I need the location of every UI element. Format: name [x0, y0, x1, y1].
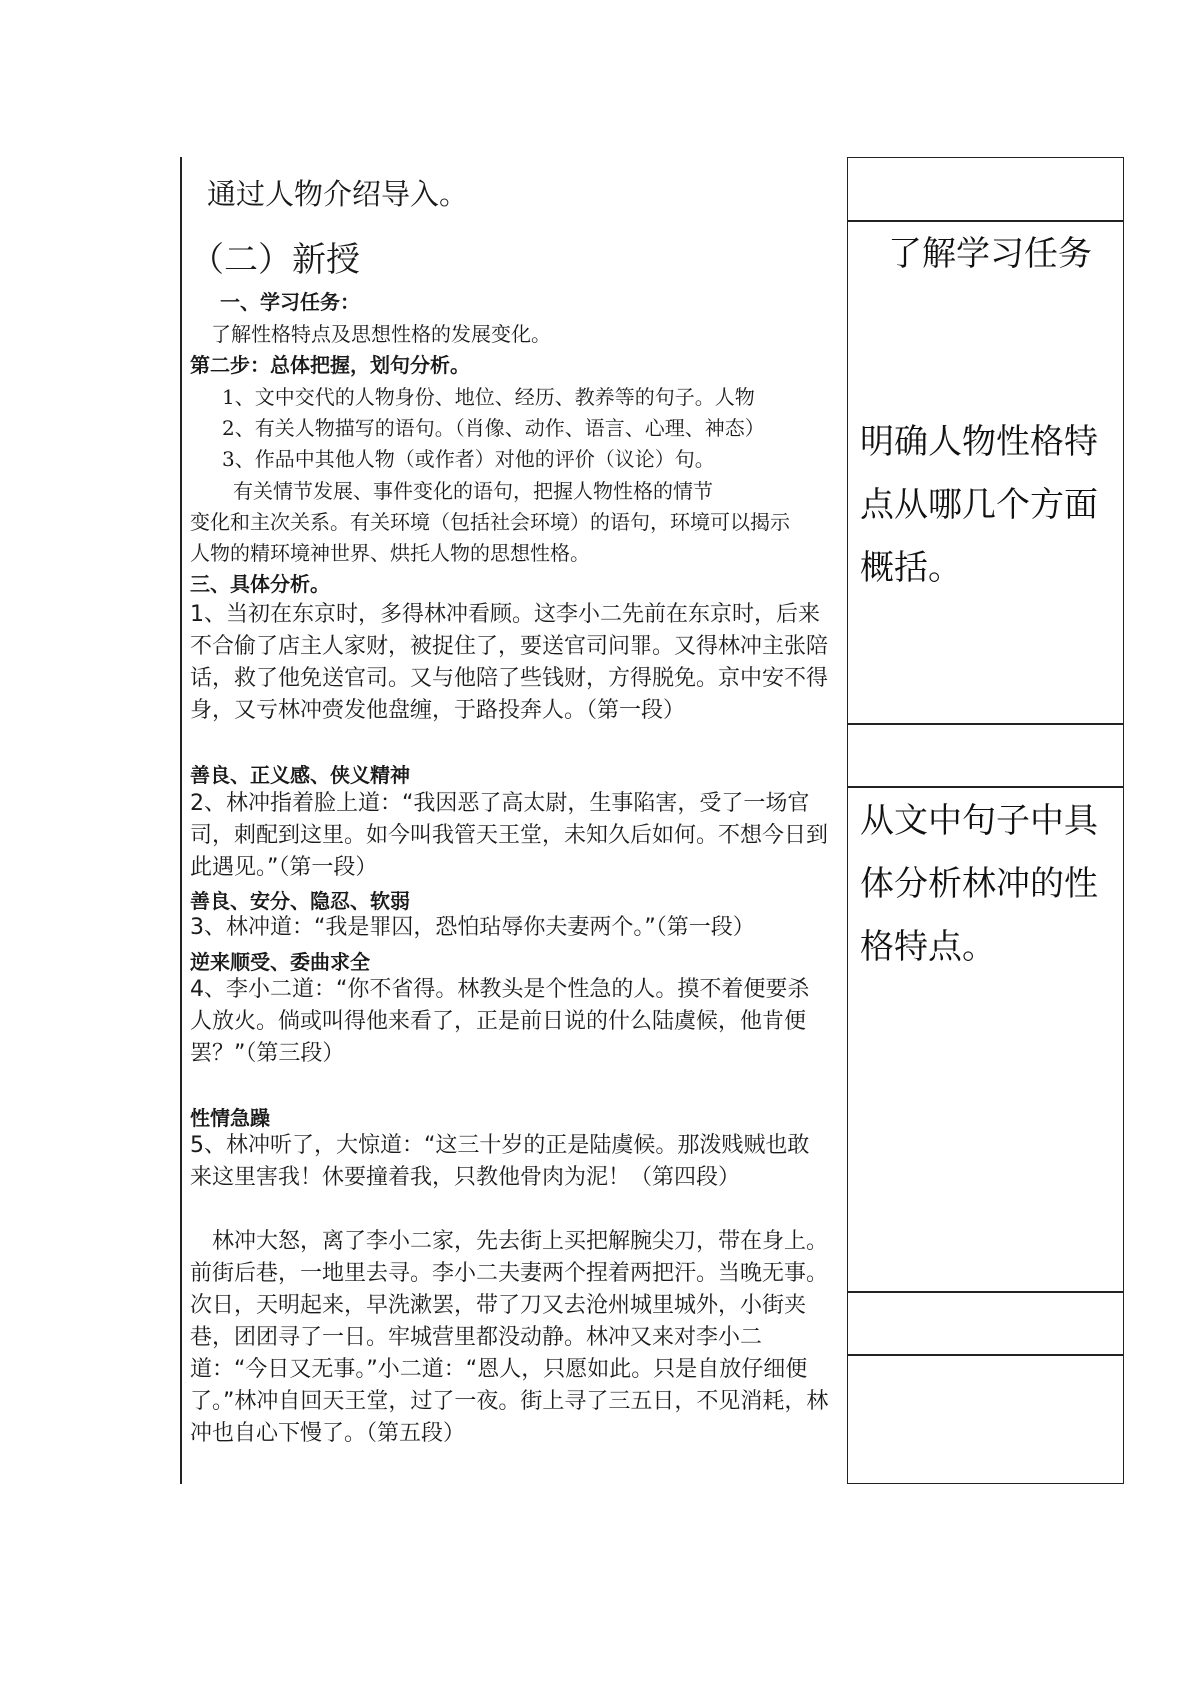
- quote-1: 1、当初在东京时，多得林冲看顾。这李小二先前在东京时，后来不合偷了店主人家财，被捉住了，要送官司问罪。又得林冲主张陪话，救了他免送官司。又与他陪了些钱财，方得脱免。京中安不得身，又亏林冲赍发他盘缠，于路投奔人。（第一段）: [190, 602, 829, 723]
- left-border-line: [180, 157, 182, 1484]
- step2-paragraph-line-1: 有关情节发展、事件变化的语句，把握人物性格的情节: [233, 479, 713, 503]
- note-analyze-character: 从文中句子中具体分析林冲的性格特点。: [860, 801, 1098, 967]
- trait-3: 逆来顺受、委曲求全: [190, 950, 370, 974]
- quote-6: 林冲大怒，离了李小二家，先去街上买把解腕尖刀，带在身上。前街后巷，一地里去寻。李小二夫妻两个捏着两把汗。当晚无事。次日，天明起来，早洗漱罢，带了刀又去沧州城里城外，小街夹巷，团团寻了一日。牢城营里都没动静。林冲又来对李小二道：“今日又无事。”小二道：“恩人，只愿如此。只是自放仔细便了。”林冲自回天王堂，过了一夜。街上寻了三五日，不见消耗，林冲也自心下慢了。（第五段）: [190, 1229, 829, 1446]
- notes-table: [847, 157, 1124, 1484]
- trait-4: 性情急躁: [190, 1106, 270, 1130]
- step2-paragraph-line-2: 变化和主次关系。有关环境（包括社会环境）的语句，环境可以揭示: [190, 510, 790, 534]
- analysis-heading: 三、具体分析。: [190, 572, 330, 596]
- intro-text: 通过人物介绍导入。: [207, 177, 469, 211]
- step2-item-2: 2、有关人物描写的语句。（肖像、动作、语言、心理、神态）: [222, 416, 765, 440]
- quote-5: 5、林冲听了，大惊道：“这三十岁的正是陆虞候。那泼贱贼也敢来这里害我！休要撞着我，只教他骨肉为泥！（第四段）: [190, 1133, 810, 1190]
- quote-3: 3、林冲道：“我是罪囚，恐怕玷辱你夫妻两个。”（第一段）: [190, 915, 755, 940]
- task-text: 了解性格特点及思想性格的发展变化。: [211, 322, 551, 346]
- step2-item-1: 1、文中交代的人物身份、地位、经历、教养等的句子。人物: [222, 385, 755, 409]
- table-divider: [848, 786, 1123, 788]
- table-divider: [848, 723, 1123, 725]
- trait-1: 善良、正义感、侠义精神: [190, 763, 410, 787]
- quote-2: 2、林冲指着脸上道：“我因恶了高太尉，生事陷害，受了一场官司，刺配到这里。如今叫我管天王堂，未知久后如何。不想今日到此遇见。”（第一段）: [190, 791, 829, 880]
- table-divider: [848, 1354, 1123, 1356]
- quote-4: 4、李小二道：“你不省得。林教头是个性急的人。摸不着便要杀人放火。倘或叫得他来看了，正是前日说的什么陆虞候，他肯便罢？”（第三段）: [190, 977, 810, 1066]
- task-heading: 一、学习任务：: [220, 290, 360, 314]
- table-divider: [848, 220, 1123, 222]
- note-understand-task: 了解学习任务: [888, 234, 1092, 274]
- step2-heading: 第二步：总体把握，划句分析。: [190, 353, 470, 377]
- trait-2: 善良、安分、隐忍、软弱: [190, 889, 410, 913]
- note-clarify-traits: 明确人物性格特点从哪几个方面概括。: [860, 422, 1098, 588]
- step2-item-3: 3、作品中其他人物（或作者）对他的评价（议论）句。: [222, 447, 715, 471]
- table-divider: [848, 1291, 1123, 1293]
- step2-paragraph-line-3: 人物的精环境神世界、烘托人物的思想性格。: [190, 541, 590, 565]
- section-title: （二）新授: [190, 240, 360, 280]
